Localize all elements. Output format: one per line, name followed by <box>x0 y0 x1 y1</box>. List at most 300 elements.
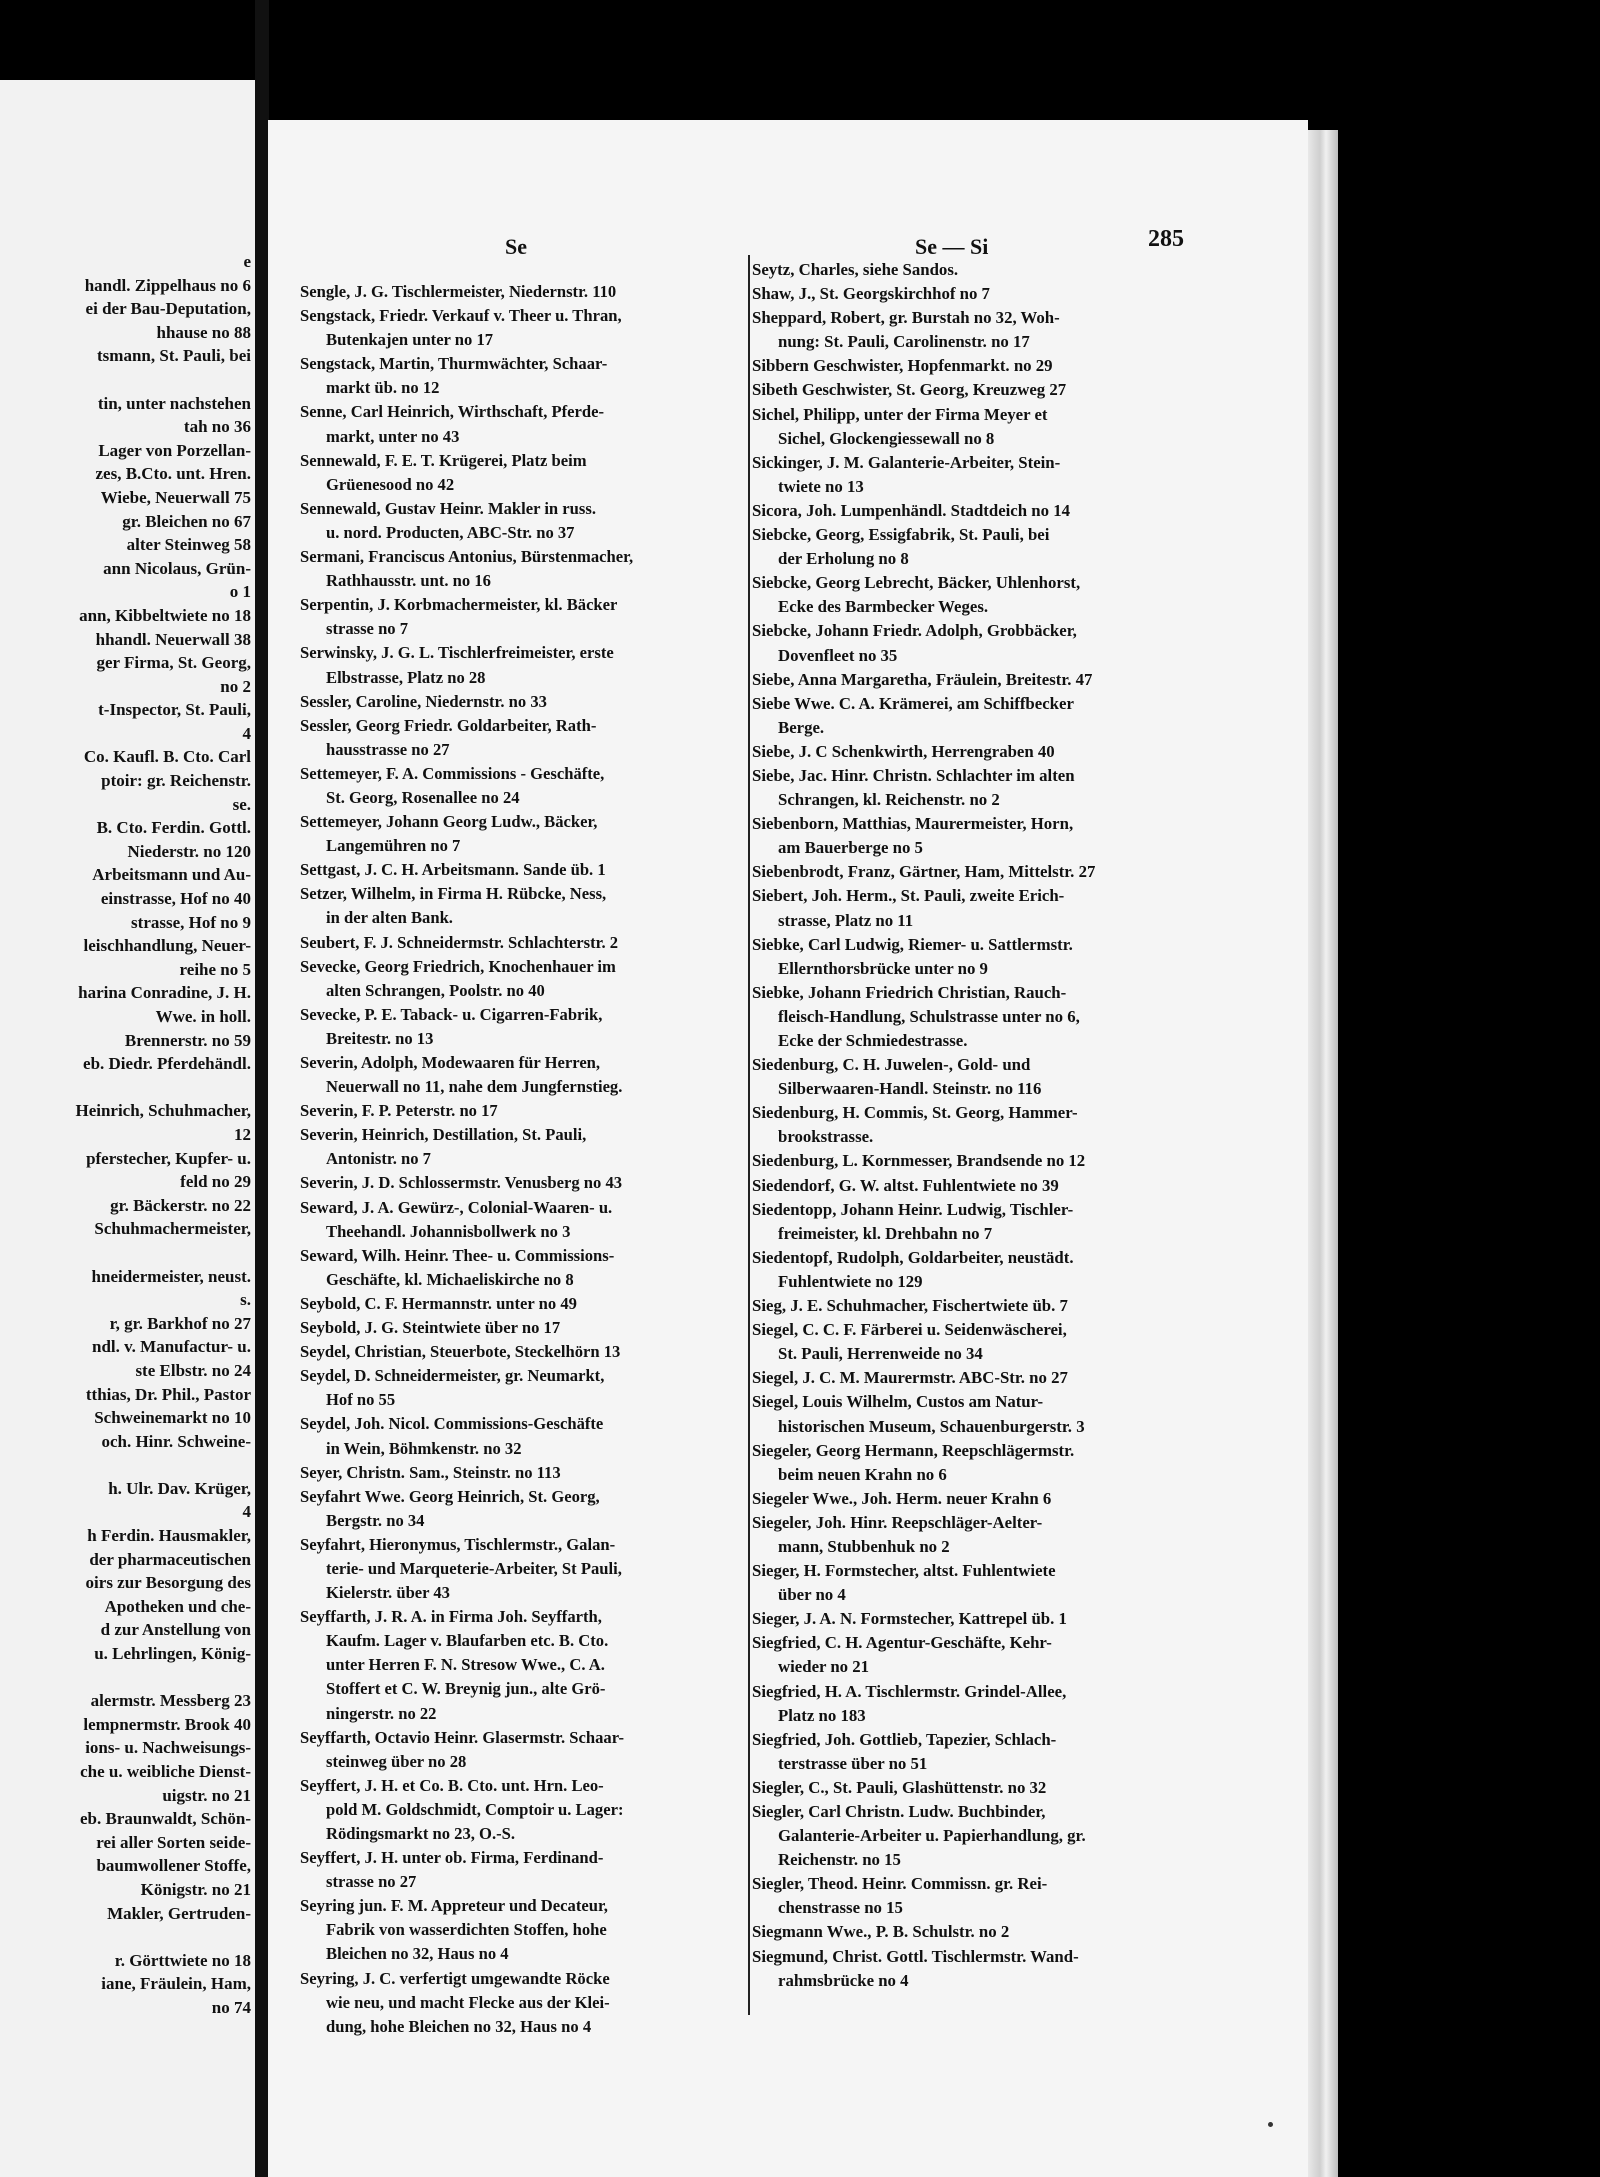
entry-name-line: Seyfahrt, Hieronymus, Tischlermstr., Galan- <box>300 1534 616 1554</box>
directory-entry <box>752 1511 1272 1559</box>
entry-continuation-line: Sichel, Glockengiessewall no 8 <box>778 428 995 448</box>
directory-entry <box>300 1533 748 1605</box>
entry-name-line: Siebenborn, Matthias, Maurermeister, Horn, <box>752 814 1074 834</box>
directory-entry <box>300 762 748 810</box>
fragment-line: hhandl. Neuerwall 38 <box>95 629 251 649</box>
entry-name-line: Severin, J. D. Schlossermstr. Venusberg no 43 <box>300 1173 623 1193</box>
entry-name-line: Serwinsky, J. G. L. Tischlerfreimeister, erste <box>300 643 614 663</box>
fragment-line: strasse, Hof no 9 <box>131 912 251 932</box>
entry-name-line: Siebcke, Georg, Essigfabrik, St. Pauli, bei <box>752 525 1050 545</box>
fragment-line: Makler, Gertruden- <box>107 1903 251 1923</box>
previous-page-text <box>0 250 251 2020</box>
entry-continuation-line: dung, hohe Bleichen no 32, Haus no 4 <box>326 2016 592 2036</box>
directory-entry <box>752 1246 1272 1294</box>
fragment-line: u. Lehrlingen, König- <box>94 1644 251 1664</box>
entry-continuation-line: Hof no 55 <box>326 1390 396 1410</box>
entry-name-line: Siebe Wwe. C. A. Krämerei, am Schiffbecker <box>752 693 1074 713</box>
entry-continuation-line: Theehandl. Johannisbollwerk no 3 <box>326 1221 571 1241</box>
directory-entry <box>300 1485 748 1533</box>
entry-name-line: Siegmann Wwe., P. B. Schulstr. no 2 <box>752 1922 1010 1942</box>
entry-continuation-line: Bleichen no 32, Haus no 4 <box>326 1944 509 1964</box>
directory-entry <box>752 1559 1272 1607</box>
entry-name-line: Siegler, Theod. Heinr. Commissn. gr. Rei- <box>752 1874 1048 1894</box>
directory-entry <box>752 403 1272 451</box>
directory-entry <box>300 641 748 689</box>
entry-continuation-line: Galanterie-Arbeiter u. Papierhandlung, gr. <box>778 1826 1086 1846</box>
directory-entry <box>300 1726 748 1774</box>
fragment-line: pferstecher, Kupfer- u. <box>86 1148 251 1168</box>
fragment-line: 4 <box>242 1502 251 1522</box>
fragment-line: hhause no 88 <box>156 322 251 342</box>
entry-continuation-line: Schrangen, kl. Reichenstr. no 2 <box>778 790 1000 810</box>
directory-entry <box>752 499 1272 523</box>
fragment-line: leischhandlung, Neuer- <box>83 936 251 956</box>
entry-continuation-line: Antonistr. no 7 <box>326 1149 431 1169</box>
entry-name-line: Siebert, Joh. Herm., St. Pauli, zweite Erich- <box>752 886 1065 906</box>
entry-name-line: Seyffarth, J. R. A. in Firma Joh. Seyffarth, <box>300 1607 602 1627</box>
directory-entry <box>752 1366 1272 1390</box>
fragment-line: se. <box>232 794 251 814</box>
directory-entry <box>300 304 748 352</box>
entry-continuation-line: alten Schrangen, Poolstr. no 40 <box>326 980 545 1000</box>
entry-continuation-line: nung: St. Pauli, Carolinenstr. no 17 <box>778 332 1030 352</box>
fragment-line: einstrasse, Hof no 40 <box>100 889 251 909</box>
entry-name-line: Seyfahrt Wwe. Georg Heinrich, St. Georg, <box>300 1486 600 1506</box>
entry-name-line: Siebe, J. C Schenkwirth, Herrengraben 40 <box>752 741 1055 761</box>
entry-name-line: Siedenburg, H. Commis, St. Georg, Hammer- <box>752 1103 1078 1123</box>
entry-continuation-line: fleisch-Handlung, Schulstrasse unter no 6, <box>778 1006 1080 1026</box>
fragment-line <box>0 1453 251 1477</box>
entry-name-line: Siegler, Carl Christn. Ludw. Buchbinder, <box>752 1802 1046 1821</box>
entry-name-line: Senne, Carl Heinrich, Wirthschaft, Pferde- <box>300 402 605 422</box>
fragment-line: tah no 36 <box>183 417 251 437</box>
entry-continuation-line: markt, unter no 43 <box>326 426 460 446</box>
directory-entry <box>752 378 1272 402</box>
entry-name-line: Setzer, Wilhelm, in Firma H. Rübcke, Ness, <box>300 884 607 904</box>
directory-entry <box>752 1872 1272 1920</box>
directory-entry <box>752 860 1272 884</box>
entry-name-line: Siegeler, Joh. Hinr. Reepschläger-Aelter- <box>752 1512 1043 1532</box>
entry-name-line: Siegfried, H. A. Tischlermstr. Grindel-Allee, <box>752 1681 1067 1701</box>
entry-name-line: Seytz, Charles, siehe Sandos. <box>752 260 959 279</box>
fragment-line: baumwollener Stoffe, <box>96 1856 251 1876</box>
entry-name-line: Seyring jun. F. M. Appreteur und Decateur, <box>300 1896 608 1916</box>
entry-name-line: Sengle, J. G. Tischlermeister, Niedernstr. 110 <box>300 282 617 301</box>
entry-continuation-line: Ellernthorsbrücke unter no 9 <box>778 958 988 978</box>
entry-name-line: Siebe, Anna Margaretha, Fräulein, Breitestr. 47 <box>752 669 1093 689</box>
fragment-line: harina Conradine, J. H. <box>78 983 251 1003</box>
entry-continuation-line: Langemühren no 7 <box>326 836 461 856</box>
entry-name-line: Sickinger, J. M. Galanterie-Arbeiter, Stein- <box>752 452 1061 472</box>
entry-continuation-line: Kaufm. Lager v. Blaufarben etc. B. Cto. <box>326 1631 609 1651</box>
entry-name-line: Siebke, Johann Friedrich Christian, Rauch- <box>752 982 1067 1002</box>
entry-name-line: Severin, Heinrich, Destillation, St. Pauli, <box>300 1125 587 1145</box>
directory-entry <box>752 981 1272 1053</box>
directory-entry <box>752 1053 1272 1101</box>
entry-continuation-line: steinweg über no 28 <box>326 1751 467 1771</box>
entry-name-line: Sieger, J. A. N. Formstecher, Kattrepel üb. 1 <box>752 1609 1067 1629</box>
directory-entry <box>752 1101 1272 1149</box>
directory-entry <box>300 1894 748 1966</box>
entry-continuation-line: Ecke der Schmiedestrasse. <box>778 1031 968 1050</box>
fragment-line <box>0 1241 251 1265</box>
entry-name-line: Severin, Adolph, Modewaaren für Herren, <box>300 1053 601 1072</box>
directory-entry <box>300 1051 748 1099</box>
entry-continuation-line: strasse no 7 <box>326 619 409 639</box>
entry-name-line: Seyffarth, Octavio Heinr. Glasermstr. Schaar- <box>300 1727 624 1747</box>
directory-entry <box>300 1605 748 1725</box>
previous-page-fragment <box>0 80 257 2177</box>
entry-continuation-line: Neuerwall no 11, nahe dem Jungfernstieg. <box>326 1077 623 1097</box>
fragment-line: eb. Diedr. Pferdehändl. <box>83 1054 251 1074</box>
directory-entry <box>752 1439 1272 1487</box>
entry-continuation-line: St. Pauli, Herrenweide no 34 <box>778 1344 983 1364</box>
entry-continuation-line: in der alten Bank. <box>326 908 453 928</box>
fragment-line <box>0 1666 251 1690</box>
directory-entry <box>300 352 748 400</box>
fragment-line: eb. Braunwaldt, Schön- <box>80 1809 251 1829</box>
directory-entry <box>752 1800 1272 1872</box>
entry-continuation-line: Ecke des Barmbecker Weges. <box>778 597 989 617</box>
entry-name-line: Seward, J. A. Gewürz-, Colonial-Waaren- u. <box>300 1197 613 1217</box>
directory-entry <box>752 1607 1272 1631</box>
fragment-line: ndl. v. Manufactur- u. <box>91 1337 251 1357</box>
entry-name-line: Sichel, Philipp, unter der Firma Meyer et <box>752 404 1048 424</box>
directory-entry <box>300 1774 748 1846</box>
fragment-line: ann, Kibbeltwiete no 18 <box>79 605 251 625</box>
entry-name-line: Sevecke, Georg Friedrich, Knochenhauer im <box>300 956 616 976</box>
speck <box>1268 2122 1273 2127</box>
entry-continuation-line: Stoffert et C. W. Breynig jun., alte Grö- <box>326 1679 606 1699</box>
entry-name-line: Sevecke, P. E. Taback- u. Cigarren-Fabrik, <box>300 1004 603 1024</box>
entry-continuation-line: Breitestr. no 13 <box>326 1028 434 1048</box>
entry-continuation-line: twiete no 13 <box>778 476 864 496</box>
entry-name-line: Siebcke, Johann Friedr. Adolph, Grobbäcker, <box>752 621 1077 641</box>
directory-entry <box>752 571 1272 619</box>
entry-name-line: Sengstack, Friedr. Verkauf v. Theer u. Thran, <box>300 306 622 326</box>
entry-name-line: Sengstack, Martin, Thurmwächter, Schaar- <box>300 354 608 374</box>
entry-continuation-line: strasse, Platz no 11 <box>778 910 914 930</box>
entry-continuation-line: terie- und Marqueterie-Arbeiter, St Pauli, <box>326 1558 622 1578</box>
entry-continuation-line: pold M. Goldschmidt, Comptoir u. Lager: <box>326 1799 624 1819</box>
fragment-line: h. Ulr. Dav. Krüger, <box>108 1478 251 1498</box>
directory-entry <box>752 258 1272 282</box>
directory-entry <box>300 593 748 641</box>
fragment-line: Schweinemarkt no 10 <box>94 1408 251 1428</box>
fragment-line: tin, unter nachstehen <box>97 393 251 413</box>
fragment-line: Wiebe, Neuerwall 75 <box>100 487 251 507</box>
book-spine <box>255 0 269 2177</box>
entry-continuation-line: rahmsbrücke no 4 <box>778 1970 909 1990</box>
fragment-line: ger Firma, St. Georg, <box>96 653 251 673</box>
entry-continuation-line: terstrasse über no 51 <box>778 1753 928 1773</box>
fragment-line: B. Cto. Ferdin. Gottl. <box>96 818 251 838</box>
entry-name-line: Siegler, C., St. Pauli, Glashüttenstr. no 32 <box>752 1777 1047 1797</box>
fragment-line: feld no 29 <box>180 1172 251 1192</box>
entry-name-line: Sieger, H. Formstecher, altst. Fuhlentwiete <box>752 1561 1056 1581</box>
entry-continuation-line: Bergstr. no 34 <box>326 1510 425 1530</box>
entry-name-line: Siegel, C. C. F. Färberei u. Seidenwäscherei, <box>752 1320 1067 1340</box>
entry-continuation-line: über no 4 <box>778 1585 846 1605</box>
directory-entry <box>752 1945 1272 1993</box>
directory-entry <box>300 449 748 497</box>
directory-entry <box>300 810 748 858</box>
directory-entry <box>300 1003 748 1051</box>
entry-name-line: Seydel, D. Schneidermeister, gr. Neumarkt, <box>300 1366 605 1386</box>
fragment-line: d zur Anstellung von <box>100 1620 251 1640</box>
fragment-line: che u. weibliche Dienst- <box>80 1762 251 1781</box>
directory-entry <box>300 1123 748 1171</box>
fragment-line: handl. Zippelhaus no 6 <box>84 275 251 295</box>
entry-name-line: Seydel, Christian, Steuerbote, Steckelhörn 13 <box>300 1342 621 1362</box>
directory-entry <box>752 1390 1272 1438</box>
directory-entry <box>752 1294 1272 1318</box>
entry-name-line: Settgast, J. C. H. Arbeitsmann. Sande üb. 1 <box>300 860 606 880</box>
fragment-line: Niederstr. no 120 <box>127 841 251 861</box>
entry-name-line: Sennewald, F. E. T. Krügerei, Platz beim <box>300 450 587 470</box>
fragment-line: oirs zur Besorgung des <box>85 1573 251 1593</box>
entry-continuation-line: Dovenfleet no 35 <box>778 645 898 665</box>
fragment-line: Co. Kaufl. B. Cto. Carl <box>83 747 251 767</box>
directory-entry <box>300 1196 748 1244</box>
directory-entry <box>752 740 1272 764</box>
fragment-line <box>0 1076 251 1100</box>
directory-entry <box>300 931 748 955</box>
entry-continuation-line: St. Georg, Rosenallee no 24 <box>326 787 520 807</box>
entry-continuation-line: wie neu, und macht Flecke aus der Klei- <box>326 1992 610 2012</box>
directory-entry <box>300 1412 748 1460</box>
entry-continuation-line: Berge. <box>778 717 825 737</box>
entry-continuation-line: Reichenstr. no 15 <box>778 1850 901 1870</box>
directory-entry <box>752 282 1272 306</box>
column-rule <box>748 255 750 2015</box>
fragment-line: o 1 <box>229 582 251 602</box>
fragment-line: ste Elbstr. no 24 <box>135 1360 251 1380</box>
directory-entry <box>300 497 748 545</box>
entry-name-line: Siebe, Jac. Hinr. Christn. Schlachter im alten <box>752 765 1075 785</box>
directory-entry <box>300 1461 748 1485</box>
fragment-line: tthias, Dr. Phil., Pastor <box>85 1384 251 1404</box>
directory-entry <box>752 306 1272 354</box>
fragment-line: tsmann, St. Pauli, bei <box>97 346 251 366</box>
fragment-line: no 2 <box>220 676 251 696</box>
directory-entry <box>300 1846 748 1894</box>
entry-continuation-line: brookstrasse. <box>778 1127 874 1147</box>
directory-entry <box>300 1316 748 1340</box>
directory-entry <box>300 1967 748 2039</box>
directory-entry <box>752 1149 1272 1173</box>
fragment-line: Heinrich, Schuhmacher, <box>75 1101 251 1121</box>
page-number: 285 <box>1148 226 1184 252</box>
directory-entry <box>300 1171 748 1195</box>
directory-entry <box>752 619 1272 667</box>
directory-entry <box>752 1174 1272 1198</box>
entry-name-line: Sieg, J. E. Schuhmacher, Fischertwiete üb. 7 <box>752 1296 1068 1316</box>
fragment-line: Brennerstr. no 59 <box>124 1030 251 1050</box>
directory-entry <box>752 692 1272 740</box>
fragment-line: uigstr. no 21 <box>162 1785 251 1805</box>
fragment-line: Apotheken und che- <box>104 1596 251 1616</box>
directory-entry <box>752 668 1272 692</box>
fragment-line: Wwe. in holl. <box>155 1007 251 1026</box>
entry-name-line: Settemeyer, F. A. Commissions - Geschäfte, <box>300 763 605 783</box>
entry-continuation-line: ningerstr. no 22 <box>326 1703 437 1723</box>
entry-name-line: Seydel, Joh. Nicol. Commissions-Geschäfte <box>300 1414 604 1434</box>
entry-name-line: Siedendorf, G. W. altst. Fuhlentwiete no 39 <box>752 1175 1059 1195</box>
entry-name-line: Shaw, J., St. Georgskirchhof no 7 <box>752 284 990 304</box>
directory-entry <box>300 955 748 1003</box>
entry-continuation-line: markt üb. no 12 <box>326 378 440 398</box>
fragment-line: Lager von Porzellan- <box>98 440 251 460</box>
entry-name-line: Siegfried, C. H. Agentur-Geschäfte, Kehr- <box>752 1633 1052 1653</box>
entry-continuation-line: wieder no 21 <box>778 1657 870 1677</box>
directory-entry <box>752 354 1272 378</box>
directory-entry <box>752 1728 1272 1776</box>
entry-continuation-line: Geschäfte, kl. Michaeliskirche no 8 <box>326 1269 574 1289</box>
entry-name-line: Seward, Wilh. Heinr. Thee- u. Commissions- <box>300 1245 615 1265</box>
entry-continuation-line: Elbstrasse, Platz no 28 <box>326 667 486 687</box>
entry-name-line: Siedentopp, Johann Heinr. Ludwig, Tischler- <box>752 1199 1074 1219</box>
entry-name-line: Sennewald, Gustav Heinr. Makler in russ. <box>300 498 596 518</box>
entry-name-line: Siegeler Wwe., Joh. Herm. neuer Krahn 6 <box>752 1488 1052 1508</box>
directory-entry <box>752 1776 1272 1800</box>
fragment-line: t-Inspector, St. Pauli, <box>98 700 251 720</box>
directory-entry <box>752 1198 1272 1246</box>
fragment-line: ann Nicolaus, Grün- <box>103 558 251 578</box>
directory-entry <box>300 280 748 304</box>
fragment-line: Arbeitsmann und Au- <box>92 865 251 885</box>
fragment-line <box>0 1925 251 1949</box>
entry-name-line: Seyffert, J. H. unter ob. Firma, Ferdinand- <box>300 1848 604 1868</box>
fragment-line: gr. Bleichen no 67 <box>122 511 251 531</box>
entry-name-line: Seyring, J. C. verfertigt umgewandte Röcke <box>300 1968 610 1988</box>
fragment-line: s. <box>240 1290 251 1310</box>
entry-continuation-line: Silberwaaren-Handl. Steinstr. no 116 <box>778 1079 1042 1099</box>
entry-continuation-line: Grüenesood no 42 <box>326 474 455 494</box>
fragment-line: Schuhmachermeister, <box>94 1219 251 1239</box>
fragment-line: e <box>243 252 251 271</box>
entry-name-line: Siegfried, Joh. Gottlieb, Tapezier, Schlach- <box>752 1729 1057 1749</box>
directory-entry <box>300 1340 748 1364</box>
running-head: Se — Si <box>915 234 989 259</box>
entry-name-line: Seyer, Christn. Sam., Steinstr. no 113 <box>300 1462 561 1482</box>
fragment-line: gr. Bäckerstr. no 22 <box>110 1195 251 1215</box>
directory-entry <box>300 1244 748 1292</box>
directory-entry <box>300 400 748 448</box>
fragment-line: iane, Fräulein, Ham, <box>101 1974 251 1994</box>
entry-name-line: Siegmund, Christ. Gottl. Tischlermstr. Wand- <box>752 1946 1079 1966</box>
fragment-line: ei der Bau-Deputation, <box>85 299 251 319</box>
entry-name-line: Siegeler, Georg Hermann, Reepschlägermstr. <box>752 1440 1075 1460</box>
directory-entry <box>752 1920 1272 1944</box>
directory-entry <box>300 858 748 882</box>
fragment-line: no 74 <box>211 1997 251 2017</box>
fragment-line: zes, B.Cto. unt. Hren. <box>95 464 251 484</box>
entry-continuation-line: Butenkajen unter no 17 <box>326 330 494 350</box>
directory-entry <box>300 545 748 593</box>
entry-name-line: Sicora, Joh. Lumpenhändl. Stadtdeich no 14 <box>752 500 1070 520</box>
directory-entry <box>300 690 748 714</box>
entry-continuation-line: Fabrik von wasserdichten Stoffen, hohe <box>326 1920 607 1940</box>
directory-entry <box>300 1099 748 1123</box>
entry-name-line: Sibbern Geschwister, Hopfenmarkt. no 29 <box>752 356 1053 376</box>
entry-name-line: Siebenbrodt, Franz, Gärtner, Ham, Mittelstr. 27 <box>752 862 1096 882</box>
entry-continuation-line: Rödingsmarkt no 23, O.-S. <box>326 1824 516 1843</box>
entry-continuation-line: mann, Stubbenhuk no 2 <box>778 1536 950 1556</box>
fragment-line: r, gr. Barkhof no 27 <box>109 1313 251 1333</box>
fragment-line: rei aller Sorten seide- <box>96 1832 251 1852</box>
directory-entry <box>752 1487 1272 1511</box>
entry-name-line: Sibeth Geschwister, St. Georg, Kreuzweg 27 <box>752 380 1067 400</box>
entry-continuation-line: beim neuen Krahn no 6 <box>778 1464 947 1484</box>
entry-name-line: Siebke, Carl Ludwig, Riemer- u. Sattlermstr. <box>752 934 1073 954</box>
entry-name-line: Sessler, Georg Friedr. Goldarbeiter, Rath- <box>300 715 597 735</box>
directory-entry <box>300 1364 748 1412</box>
fragment-line: hneidermeister, neust. <box>91 1266 251 1286</box>
fragment-line: alter Steinweg 58 <box>126 535 251 555</box>
entry-name-line: Seybold, J. G. Steintwiete über no 17 <box>300 1318 561 1338</box>
fragment-line: 4 <box>242 723 251 743</box>
entry-continuation-line: am Bauerberge no 5 <box>778 838 923 858</box>
entry-name-line: Severin, F. P. Peterstr. no 17 <box>300 1101 498 1121</box>
entry-continuation-line: der Erholung no 8 <box>778 549 909 569</box>
directory-entry <box>752 451 1272 499</box>
entry-continuation-line: Rathhausstr. unt. no 16 <box>326 571 491 591</box>
directory-entry <box>752 1680 1272 1728</box>
entry-continuation-line: unter Herren F. N. Stresow Wwe., C. A. <box>326 1655 605 1675</box>
entry-name-line: Seubert, F. J. Schneidermstr. Schlachterstr. 2 <box>300 932 619 952</box>
entry-name-line: Siegel, Louis Wilhelm, Custos am Natur- <box>752 1392 1044 1412</box>
directory-entry <box>752 812 1272 860</box>
directory-entry <box>752 523 1272 571</box>
entry-name-line: Settemeyer, Johann Georg Ludw., Bäcker, <box>300 812 598 832</box>
directory-entry <box>300 1292 748 1316</box>
directory-entry <box>752 884 1272 932</box>
fragment-line: ptoir: gr. Reichenstr. <box>101 771 251 791</box>
fragment-line: ions- u. Nachweisungs- <box>85 1738 251 1758</box>
fragment-line: reihe no 5 <box>179 959 251 979</box>
fragment-line: lempnermstr. Brook 40 <box>83 1714 251 1734</box>
entry-name-line: Siedentopf, Rudolph, Goldarbeiter, neustädt. <box>752 1247 1074 1267</box>
entry-continuation-line: u. nord. Producten, ABC-Str. no 37 <box>326 522 575 542</box>
entry-name-line: Serpentin, J. Korbmachermeister, kl. Bäcker <box>300 595 618 615</box>
directory-entry <box>752 764 1272 812</box>
entry-name-line: Siedenburg, L. Kornmesser, Brandsende no 12 <box>752 1151 1086 1171</box>
entry-name-line: Sermani, Franciscus Antonius, Bürstenmacher, <box>300 547 634 567</box>
directory-entry <box>752 1318 1272 1366</box>
directory-column-middle <box>300 280 748 2039</box>
entry-continuation-line: strasse no 27 <box>326 1872 417 1892</box>
page-edges <box>1308 130 1338 2177</box>
entry-name-line: Siedenburg, C. H. Juwelen-, Gold- und <box>752 1055 1031 1075</box>
entry-continuation-line: hausstrasse no 27 <box>326 739 450 759</box>
fragment-line: och. Hinr. Schweine- <box>101 1431 251 1451</box>
entry-name-line: Siegel, J. C. M. Maurermstr. ABC-Str. no 27 <box>752 1368 1068 1388</box>
entry-continuation-line: Kielerstr. über 43 <box>326 1583 450 1603</box>
fragment-line: r. Görttwiete no 18 <box>114 1950 251 1970</box>
fragment-line <box>0 368 251 392</box>
fragment-line: Königstr. no 21 <box>140 1879 251 1899</box>
fragment-line: alermstr. Messberg 23 <box>90 1691 251 1711</box>
entry-continuation-line: Platz no 183 <box>778 1705 866 1725</box>
fragment-line: der pharmaceutischen <box>89 1549 251 1569</box>
entry-name-line: Sessler, Caroline, Niedernstr. no 33 <box>300 691 547 711</box>
entry-continuation-line: freimeister, kl. Drehbahn no 7 <box>778 1223 993 1243</box>
column-heading-left: Se <box>505 234 527 259</box>
entry-name-line: Siebcke, Georg Lebrecht, Bäcker, Uhlenhorst, <box>752 573 1081 593</box>
directory-column-right <box>752 258 1272 1993</box>
directory-entry <box>752 933 1272 981</box>
